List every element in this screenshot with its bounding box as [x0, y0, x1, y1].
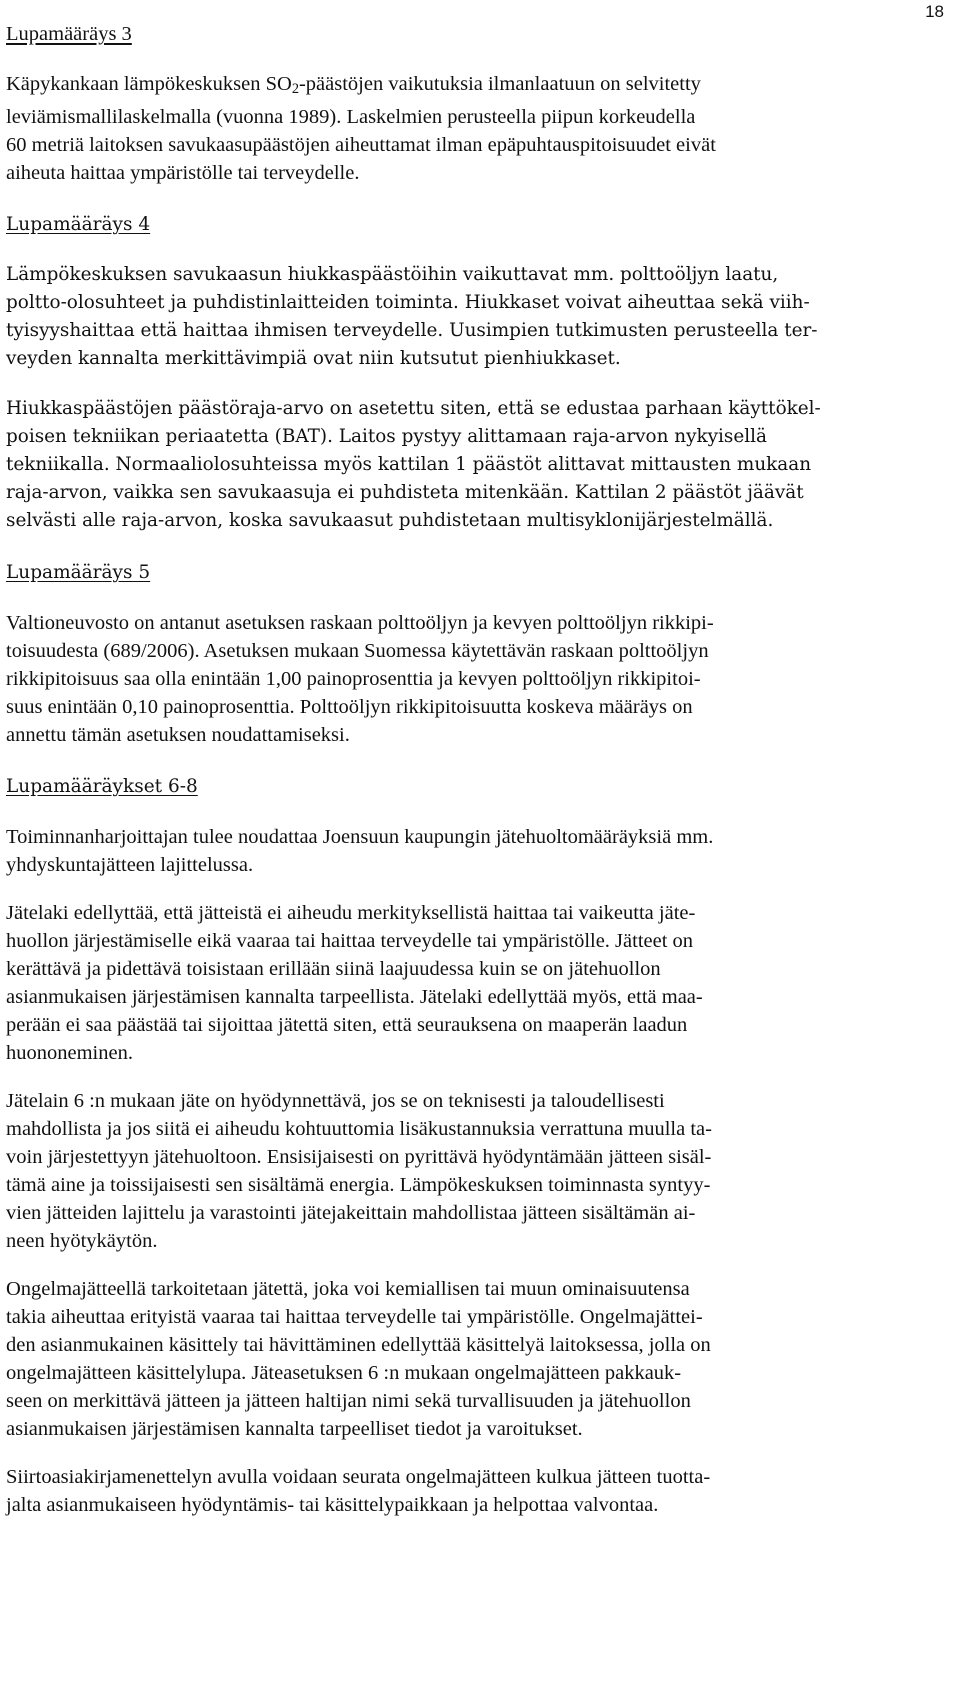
paragraph-line: yhdyskuntajätteen lajittelussa. [6, 854, 254, 876]
paragraph-line: asianmukaisen järjestämisen kannalta tarpeelliset tiedot ja varoitukset. [6, 1418, 583, 1440]
paragraph-line: Hiukkaspäästöjen päästöraja-arvo on asetettu siten, että se edustaa parhaan käyttökel- [6, 398, 821, 419]
paragraph-line: perään ei saa päästää tai sijoittaa jätettä siten, että seurauksena on maaperän laadun [6, 1014, 688, 1036]
heading-lupamaarays-4: Lupamääräys 4 [6, 214, 151, 235]
paragraph-line: neen hyötykäytön. [6, 1230, 158, 1252]
paragraph-line: takia aiheuttaa erityistä vaaraa tai haittaa terveydelle tai ympäristölle. Ongelmajättei- [6, 1306, 703, 1328]
paragraph-line: asianmukaisen järjestämisen kannalta tarpeellista. Jätelaki edellyttää myös, että maa- [6, 986, 703, 1008]
paragraph-s4-1 [6, 261, 846, 373]
heading-lupamaaraykset-6-8: Lupamääräykset 6-8 [6, 776, 198, 797]
paragraph-line: Jätelaki edellyttää, että jätteistä ei aiheudu merkityksellistä haittaa tai vaikeutta jäte- [6, 902, 696, 924]
paragraph-s68-1 [6, 823, 846, 879]
paragraph-line: jalta asianmukaiseen hyödyntämis- tai käsittelypaikkaan ja helpottaa valvontaa. [6, 1494, 659, 1516]
paragraph-line: mahdollista ja jos siitä ei aiheudu kohtuuttomia lisäkustannuksia verrattuna muulla ta- [6, 1118, 712, 1140]
paragraph-line: annettu tämän asetuksen noudattamiseksi. [6, 724, 350, 746]
paragraph-line: tämä aine ja toissijaisesti sen sisältämä energia. Lämpökeskuksen toiminnasta syntyy- [6, 1174, 711, 1196]
paragraph-line: Jätelain 6 :n mukaan jäte on hyödynnettävä, jos se on teknisesti ja taloudellisesti [6, 1090, 665, 1112]
paragraph-line: toisuudesta (689/2006). Asetuksen mukaan Suomessa käytettävän raskaan polttoöljyn [6, 640, 709, 662]
paragraph-s5-1 [6, 609, 846, 749]
paragraph-s68-4 [6, 1275, 846, 1443]
paragraph-line: Toiminnanharjoittajan tulee noudattaa Joensuun kaupungin jätehuoltomääräyksiä mm. [6, 826, 714, 848]
paragraph-line: Lämpökeskuksen savukaasun hiukkaspäästöihin vaikuttavat mm. polttoöljyn laatu, [6, 264, 779, 285]
paragraph-line: Valtioneuvosto on antanut asetuksen raskaan polttoöljyn ja kevyen polttoöljyn rikkipi- [6, 612, 714, 634]
paragraph-line: aiheuta haittaa ympäristölle tai terveydelle. [6, 162, 360, 184]
paragraph-line: voin järjestettyyn jätehuoltoon. Ensisijaisesti on pyrittävä hyödyntämään jätteen sisäl- [6, 1146, 712, 1168]
paragraph-line: selvästi alle raja-arvon, koska savukaasut puhdistetaan multisyklonijärjestelmällä. [6, 510, 774, 531]
page-number: 18 [925, 2, 944, 21]
paragraph-s3-1 [6, 70, 846, 187]
paragraph-line: Siirtoasiakirjamenettelyn avulla voidaan seurata ongelmajätteen kulkua jätteen tuotta- [6, 1466, 711, 1488]
paragraph-line: huollon järjestämiselle eikä vaaraa tai haittaa terveydelle tai ympäristölle. Jätteet on [6, 930, 694, 952]
paragraph-line: Ongelmajätteellä tarkoitetaan jätettä, joka voi kemiallisen tai muun ominaisuutensa [6, 1278, 690, 1300]
paragraph-line: kerättävä ja pidettävä toisistaan erillään siinä laajuudessa kuin se on jätehuollon [6, 958, 661, 980]
paragraph-s68-5 [6, 1463, 846, 1519]
paragraph-line: seen on merkittävä jätteen ja jätteen haltijan nimi sekä turvallisuuden ja jätehuollon [6, 1390, 691, 1412]
paragraph-s68-3 [6, 1087, 846, 1255]
document-body [6, 20, 846, 1519]
heading-lupamaarays-5: Lupamääräys 5 [6, 562, 151, 583]
paragraph-line: poltto-olosuhteet ja puhdistinlaitteiden toiminta. Hiukkaset voivat aiheuttaa sekä viih- [6, 292, 810, 313]
text-segment: -päästöjen vaikutuksia ilmanlaatuun on selvitetty [298, 73, 701, 95]
paragraph-line: tekniikalla. Normaaliolosuhteissa myös kattilan 1 päästöt alittavat mittausten mukaan [6, 454, 812, 475]
paragraph-line: poisen tekniikan periaatetta (BAT). Laitos pystyy alittamaan raja-arvon nykyisellä [6, 426, 767, 447]
paragraph-line: tyisyyshaittaa että haittaa ihmisen terveydelle. Uusimpien tutkimusten perusteella ter- [6, 320, 818, 341]
paragraph-line: den asianmukainen käsittely tai hävittäminen edellyttää käsittelyä laitoksessa, jolla on [6, 1334, 711, 1356]
text-segment: Käpykankaan lämpökeskuksen SO [6, 73, 292, 95]
paragraph-s4-2 [6, 395, 846, 535]
paragraph-line [6, 70, 846, 103]
paragraph-line: rikkipitoisuus saa olla enintään 1,00 painoprosenttia ja kevyen polttoöljyn rikkipitoi- [6, 668, 701, 690]
paragraph-line: ongelmajätteen käsittelylupa. Jäteasetuksen 6 :n mukaan ongelmajätteen pakkauk- [6, 1362, 682, 1384]
paragraph-line: huononeminen. [6, 1042, 133, 1064]
paragraph-line: raja-arvon, vaikka sen savukaasuja ei puhdisteta mitenkään. Kattilan 2 päästöt jäävät [6, 482, 804, 503]
paragraph-line: leviämismallilaskelmalla (vuonna 1989). Laskelmien perusteella piipun korkeudella [6, 106, 696, 128]
paragraph-line: 60 metriä laitoksen savukaasupäästöjen aiheuttamat ilman epäpuhtauspitoisuudet eivät [6, 134, 716, 156]
paragraph-s68-2 [6, 899, 846, 1067]
paragraph-line: vien jätteiden lajittelu ja varastointi jätejakeittain mahdollistaa jätteen sisältämän ai- [6, 1202, 696, 1224]
paragraph-line: veyden kannalta merkittävimpiä ovat niin kutsutut pienhiukkaset. [6, 348, 621, 369]
paragraph-line: suus enintään 0,10 painoprosenttia. Polttoöljyn rikkipitoisuutta koskeva määräys on [6, 696, 693, 718]
subscript: 2 [291, 81, 299, 97]
heading-lupamaarays-3: Lupamääräys 3 [6, 23, 132, 45]
